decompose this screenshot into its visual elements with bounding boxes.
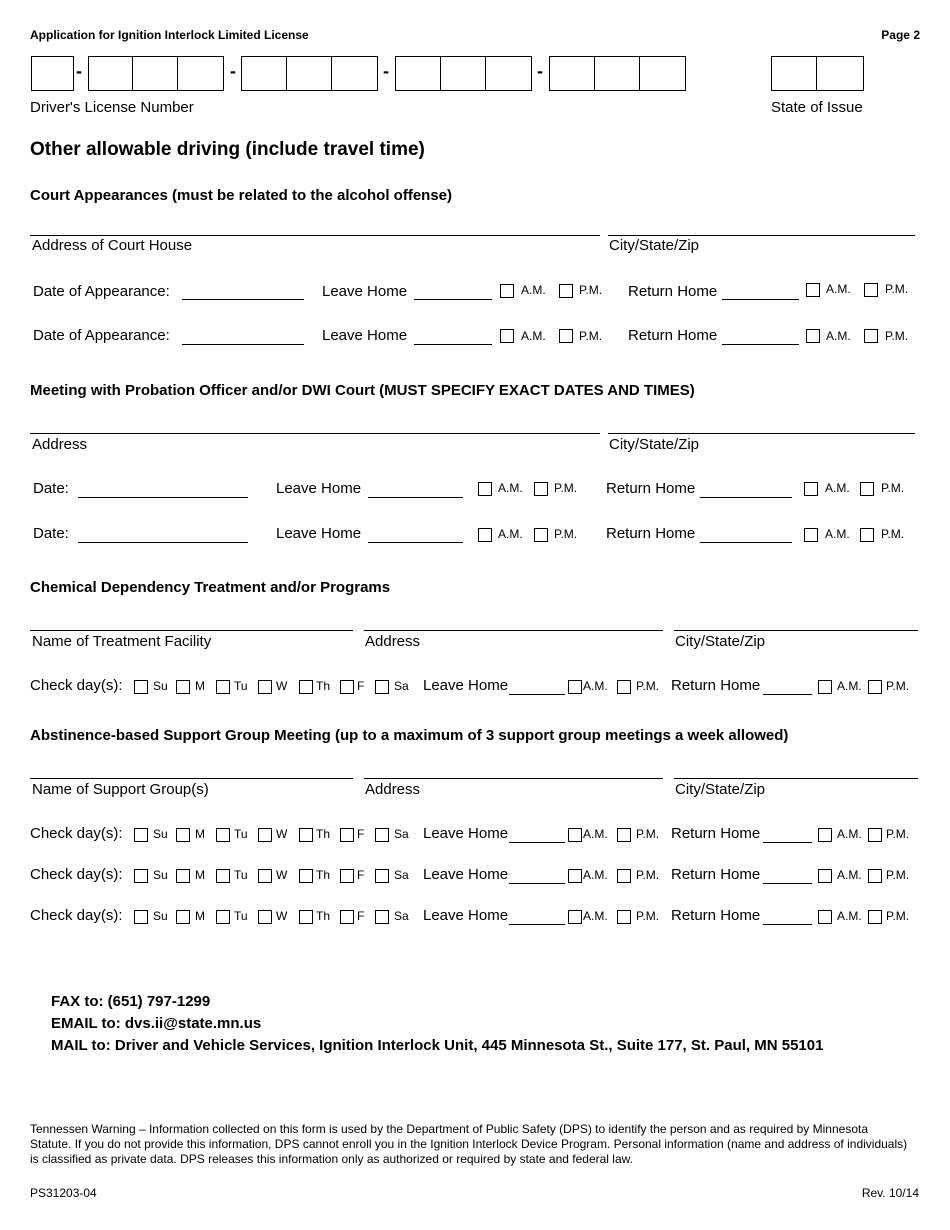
pm-label: P.M. bbox=[636, 868, 660, 882]
license-digit-box[interactable] bbox=[31, 56, 74, 91]
leave-time-blank[interactable] bbox=[414, 344, 492, 345]
day-checkbox-tuesday[interactable] bbox=[216, 869, 230, 883]
leave-am-checkbox[interactable] bbox=[478, 528, 492, 542]
license-dash: - bbox=[383, 61, 389, 81]
treatment-address-label: Address bbox=[365, 633, 421, 650]
pm-label: P.M. bbox=[885, 282, 909, 296]
page-number: Page 2 bbox=[881, 28, 920, 42]
state-of-issue-label: State of Issue bbox=[771, 99, 863, 116]
probation-address-label: Address bbox=[32, 436, 88, 453]
leave-pm-checkbox[interactable] bbox=[534, 528, 548, 542]
mail-line: MAIL to: Driver and Vehicle Services, Ignition Interlock Unit, 445 Minnesota St., Suite 177, St. Paul, MN 55101 bbox=[51, 1037, 824, 1054]
return-time-blank[interactable] bbox=[722, 299, 799, 300]
pm-label: P.M. bbox=[579, 283, 603, 297]
probation-address-line[interactable] bbox=[30, 433, 600, 434]
leave-am-checkbox[interactable] bbox=[568, 869, 582, 883]
leave-pm-checkbox[interactable] bbox=[617, 828, 631, 842]
return-pm-checkbox[interactable] bbox=[868, 680, 882, 694]
license-digit-box[interactable] bbox=[639, 56, 686, 91]
court-city-label: City/State/Zip bbox=[609, 237, 700, 254]
day-label: Th bbox=[316, 868, 331, 882]
day-checkbox-thursday[interactable] bbox=[299, 910, 313, 924]
am-label: A.M. bbox=[583, 679, 608, 693]
leave-time-blank[interactable] bbox=[414, 299, 492, 300]
state-letter-box[interactable] bbox=[816, 56, 864, 91]
fax-line: FAX to: (651) 797-1299 bbox=[51, 993, 211, 1010]
day-checkbox-thursday[interactable] bbox=[299, 828, 313, 842]
day-label: Su bbox=[153, 827, 168, 841]
court-address-label: Address of Court House bbox=[32, 237, 193, 254]
leave-time-blank[interactable] bbox=[509, 694, 565, 695]
day-label: W bbox=[276, 868, 288, 882]
leave-home-label: Leave Home bbox=[276, 480, 362, 497]
am-label: A.M. bbox=[521, 329, 546, 343]
pm-label: P.M. bbox=[886, 679, 910, 693]
day-checkbox-monday[interactable] bbox=[176, 869, 190, 883]
day-label: Th bbox=[316, 679, 331, 693]
day-checkbox-sunday[interactable] bbox=[134, 869, 148, 883]
am-label: A.M. bbox=[583, 909, 608, 923]
am-label: A.M. bbox=[498, 527, 523, 541]
leave-pm-checkbox[interactable] bbox=[617, 680, 631, 694]
leave-home-label: Leave Home bbox=[322, 327, 408, 344]
return-home-label: Return Home bbox=[628, 327, 718, 344]
probation-city-line[interactable] bbox=[608, 433, 915, 434]
license-digit-box[interactable] bbox=[331, 56, 378, 91]
court-heading: Court Appearances (must be related to the alcohol offense) bbox=[30, 187, 453, 204]
leave-home-label: Leave Home bbox=[423, 866, 509, 883]
leave-home-label: Leave Home bbox=[423, 677, 509, 694]
date-blank[interactable] bbox=[182, 344, 304, 345]
support-heading: Abstinence-based Support Group Meeting (up to a maximum of 3 support group meetings a week allowed) bbox=[30, 727, 789, 744]
am-label: A.M. bbox=[826, 329, 851, 343]
return-pm-checkbox[interactable] bbox=[864, 329, 878, 343]
day-checkbox-saturday[interactable] bbox=[375, 869, 389, 883]
day-label: Su bbox=[153, 909, 168, 923]
date-label: Date: bbox=[33, 480, 69, 497]
pm-label: P.M. bbox=[636, 909, 660, 923]
probation-row bbox=[0, 479, 950, 503]
am-label: A.M. bbox=[826, 282, 851, 296]
license-number-label: Driver's License Number bbox=[30, 99, 194, 116]
day-label: W bbox=[276, 909, 288, 923]
license-digit-box[interactable] bbox=[440, 56, 487, 91]
am-label: A.M. bbox=[825, 481, 850, 495]
treatment-day-row bbox=[0, 676, 950, 700]
return-home-label: Return Home bbox=[671, 907, 761, 924]
return-time-blank[interactable] bbox=[763, 694, 812, 695]
support-address-label: Address bbox=[365, 781, 421, 798]
date-blank[interactable] bbox=[182, 299, 304, 300]
day-checkbox-wednesday[interactable] bbox=[258, 828, 272, 842]
court-row bbox=[0, 281, 950, 305]
return-time-blank[interactable] bbox=[700, 497, 792, 498]
day-checkbox-friday[interactable] bbox=[340, 828, 354, 842]
return-home-label: Return Home bbox=[671, 825, 761, 842]
day-checkbox-wednesday[interactable] bbox=[258, 910, 272, 924]
license-dash: - bbox=[76, 61, 82, 81]
day-label: Th bbox=[316, 827, 331, 841]
return-am-checkbox[interactable] bbox=[804, 482, 818, 496]
support-day-row bbox=[0, 906, 950, 930]
return-pm-checkbox[interactable] bbox=[868, 869, 882, 883]
leave-time-blank[interactable] bbox=[368, 542, 463, 543]
day-checkbox-saturday[interactable] bbox=[375, 828, 389, 842]
day-checkbox-wednesday[interactable] bbox=[258, 680, 272, 694]
day-checkbox-sunday[interactable] bbox=[134, 680, 148, 694]
day-label: Sa bbox=[394, 868, 409, 882]
am-label: A.M. bbox=[583, 827, 608, 841]
return-am-checkbox[interactable] bbox=[818, 680, 832, 694]
license-digit-box[interactable] bbox=[549, 56, 596, 91]
day-checkbox-sunday[interactable] bbox=[134, 910, 148, 924]
return-home-label: Return Home bbox=[671, 677, 761, 694]
return-am-checkbox[interactable] bbox=[818, 828, 832, 842]
day-label: Tu bbox=[234, 679, 248, 693]
day-label: Th bbox=[316, 909, 331, 923]
date-label: Date: bbox=[33, 525, 69, 542]
pm-label: P.M. bbox=[886, 909, 910, 923]
date-label: Date of Appearance: bbox=[33, 327, 170, 344]
day-label: M bbox=[195, 868, 205, 882]
pm-label: P.M. bbox=[886, 827, 910, 841]
day-checkbox-sunday[interactable] bbox=[134, 828, 148, 842]
day-checkbox-tuesday[interactable] bbox=[216, 680, 230, 694]
return-pm-checkbox[interactable] bbox=[860, 482, 874, 496]
treatment-city-line[interactable] bbox=[674, 630, 918, 631]
am-label: A.M. bbox=[837, 679, 862, 693]
leave-home-label: Leave Home bbox=[423, 825, 509, 842]
return-pm-checkbox[interactable] bbox=[864, 283, 878, 297]
day-checkbox-monday[interactable] bbox=[176, 828, 190, 842]
leave-home-label: Leave Home bbox=[276, 525, 362, 542]
license-digit-box[interactable] bbox=[594, 56, 641, 91]
day-checkbox-friday[interactable] bbox=[340, 869, 354, 883]
am-label: A.M. bbox=[498, 481, 523, 495]
leave-am-checkbox[interactable] bbox=[568, 680, 582, 694]
pm-label: P.M. bbox=[886, 868, 910, 882]
return-pm-checkbox[interactable] bbox=[860, 528, 874, 542]
return-time-blank[interactable] bbox=[763, 924, 812, 925]
form-title: Application for Ignition Interlock Limited License bbox=[30, 28, 309, 42]
return-pm-checkbox[interactable] bbox=[868, 828, 882, 842]
return-time-blank[interactable] bbox=[763, 883, 812, 884]
license-digit-box[interactable] bbox=[132, 56, 179, 91]
license-digit-box[interactable] bbox=[286, 56, 333, 91]
day-label: M bbox=[195, 679, 205, 693]
support-city-line[interactable] bbox=[674, 778, 918, 779]
check-days-label: Check day(s): bbox=[30, 866, 123, 883]
date-label: Date of Appearance: bbox=[33, 283, 170, 300]
leave-am-checkbox[interactable] bbox=[478, 482, 492, 496]
license-digit-box[interactable] bbox=[88, 56, 134, 91]
leave-time-blank[interactable] bbox=[509, 924, 565, 925]
pm-label: P.M. bbox=[554, 527, 578, 541]
return-home-label: Return Home bbox=[671, 866, 761, 883]
am-label: A.M. bbox=[837, 827, 862, 841]
support-city-label: City/State/Zip bbox=[675, 781, 766, 798]
pm-label: P.M. bbox=[881, 481, 905, 495]
pm-label: P.M. bbox=[579, 329, 603, 343]
leave-home-label: Leave Home bbox=[423, 907, 509, 924]
day-checkbox-monday[interactable] bbox=[176, 910, 190, 924]
probation-city-label: City/State/Zip bbox=[609, 436, 700, 453]
leave-pm-checkbox[interactable] bbox=[617, 869, 631, 883]
day-label: Tu bbox=[234, 909, 248, 923]
date-blank[interactable] bbox=[78, 497, 248, 498]
am-label: A.M. bbox=[583, 868, 608, 882]
leave-am-checkbox[interactable] bbox=[500, 284, 514, 298]
support-day-row bbox=[0, 824, 950, 848]
return-pm-checkbox[interactable] bbox=[868, 910, 882, 924]
return-time-blank[interactable] bbox=[700, 542, 792, 543]
support-day-row bbox=[0, 865, 950, 889]
support-name-line[interactable] bbox=[30, 778, 353, 779]
day-checkbox-tuesday[interactable] bbox=[216, 828, 230, 842]
date-blank[interactable] bbox=[78, 542, 248, 543]
treatment-heading: Chemical Dependency Treatment and/or Programs bbox=[30, 579, 391, 596]
form-number: PS31203-04 bbox=[30, 1186, 97, 1200]
email-line: EMAIL to: dvs.ii@state.mn.us bbox=[51, 1015, 262, 1032]
day-checkbox-friday[interactable] bbox=[340, 680, 354, 694]
tennessen-warning: Tennessen Warning – Information collected on this form is used by the Department of Public Safety (DPS) to identify the person and as required by Minnesota Statute. If you do not provide this information, DPS cannot enroll you in the Ignition Interlock Device Program. Personal information (name and address of individuals) is classified as private data. DPS releases this information only as authorized or required by state and federal law. bbox=[30, 1122, 908, 1166]
court-city-line[interactable] bbox=[608, 235, 915, 236]
license-digit-box[interactable] bbox=[241, 56, 288, 91]
pm-label: P.M. bbox=[636, 827, 660, 841]
support-name-label: Name of Support Group(s) bbox=[32, 781, 209, 798]
return-am-checkbox[interactable] bbox=[804, 528, 818, 542]
day-label: Sa bbox=[394, 827, 409, 841]
pm-label: P.M. bbox=[885, 329, 909, 343]
day-checkbox-monday[interactable] bbox=[176, 680, 190, 694]
day-label: Su bbox=[153, 679, 168, 693]
day-checkbox-thursday[interactable] bbox=[299, 869, 313, 883]
license-digit-box[interactable] bbox=[395, 56, 442, 91]
revision: Rev. 10/14 bbox=[861, 1186, 919, 1200]
am-label: A.M. bbox=[521, 283, 546, 297]
leave-pm-checkbox[interactable] bbox=[559, 329, 573, 343]
return-home-label: Return Home bbox=[606, 480, 696, 497]
day-label: F bbox=[357, 679, 365, 693]
leave-am-checkbox[interactable] bbox=[568, 828, 582, 842]
return-am-checkbox[interactable] bbox=[806, 283, 820, 297]
day-checkbox-friday[interactable] bbox=[340, 910, 354, 924]
license-digit-box[interactable] bbox=[485, 56, 532, 91]
day-label: F bbox=[357, 827, 365, 841]
day-label: F bbox=[357, 868, 365, 882]
court-address-line[interactable] bbox=[30, 235, 600, 236]
return-time-blank[interactable] bbox=[763, 842, 812, 843]
leave-time-blank[interactable] bbox=[509, 883, 565, 884]
day-checkbox-wednesday[interactable] bbox=[258, 869, 272, 883]
day-label: M bbox=[195, 909, 205, 923]
day-checkbox-saturday[interactable] bbox=[375, 910, 389, 924]
leave-pm-checkbox[interactable] bbox=[559, 284, 573, 298]
treatment-city-label: City/State/Zip bbox=[675, 633, 766, 650]
leave-time-blank[interactable] bbox=[509, 842, 565, 843]
am-label: A.M. bbox=[837, 909, 862, 923]
leave-time-blank[interactable] bbox=[368, 497, 463, 498]
day-label: Tu bbox=[234, 827, 248, 841]
day-label: Sa bbox=[394, 909, 409, 923]
court-row bbox=[0, 326, 950, 350]
main-heading: Other allowable driving (include travel time) bbox=[30, 139, 425, 160]
probation-row bbox=[0, 524, 950, 548]
am-label: A.M. bbox=[825, 527, 850, 541]
return-am-checkbox[interactable] bbox=[818, 869, 832, 883]
return-home-label: Return Home bbox=[606, 525, 696, 542]
day-label: M bbox=[195, 827, 205, 841]
return-time-blank[interactable] bbox=[722, 344, 799, 345]
leave-pm-checkbox[interactable] bbox=[534, 482, 548, 496]
leave-am-checkbox[interactable] bbox=[500, 329, 514, 343]
treatment-name-line[interactable] bbox=[30, 630, 353, 631]
day-label: Tu bbox=[234, 868, 248, 882]
day-label: Su bbox=[153, 868, 168, 882]
license-digit-box[interactable] bbox=[177, 56, 224, 91]
return-am-checkbox[interactable] bbox=[806, 329, 820, 343]
day-checkbox-thursday[interactable] bbox=[299, 680, 313, 694]
leave-pm-checkbox[interactable] bbox=[617, 910, 631, 924]
day-label: F bbox=[357, 909, 365, 923]
return-am-checkbox[interactable] bbox=[818, 910, 832, 924]
day-label: W bbox=[276, 827, 288, 841]
am-label: A.M. bbox=[837, 868, 862, 882]
treatment-name-label: Name of Treatment Facility bbox=[32, 633, 212, 650]
leave-am-checkbox[interactable] bbox=[568, 910, 582, 924]
license-dash: - bbox=[537, 61, 543, 81]
day-checkbox-saturday[interactable] bbox=[375, 680, 389, 694]
day-checkbox-tuesday[interactable] bbox=[216, 910, 230, 924]
pm-label: P.M. bbox=[881, 527, 905, 541]
check-days-label: Check day(s): bbox=[30, 825, 123, 842]
support-address-line[interactable] bbox=[364, 778, 663, 779]
state-letter-box[interactable] bbox=[771, 56, 818, 91]
day-label: W bbox=[276, 679, 288, 693]
pm-label: P.M. bbox=[554, 481, 578, 495]
return-home-label: Return Home bbox=[628, 283, 718, 300]
pm-label: P.M. bbox=[636, 679, 660, 693]
probation-heading: Meeting with Probation Officer and/or DWI Court (MUST SPECIFY EXACT DATES AND TIMES) bbox=[30, 382, 695, 399]
check-days-label: Check day(s): bbox=[30, 677, 123, 694]
treatment-address-line[interactable] bbox=[364, 630, 663, 631]
leave-home-label: Leave Home bbox=[322, 283, 408, 300]
license-dash: - bbox=[230, 61, 236, 81]
day-label: Sa bbox=[394, 679, 409, 693]
check-days-label: Check day(s): bbox=[30, 907, 123, 924]
